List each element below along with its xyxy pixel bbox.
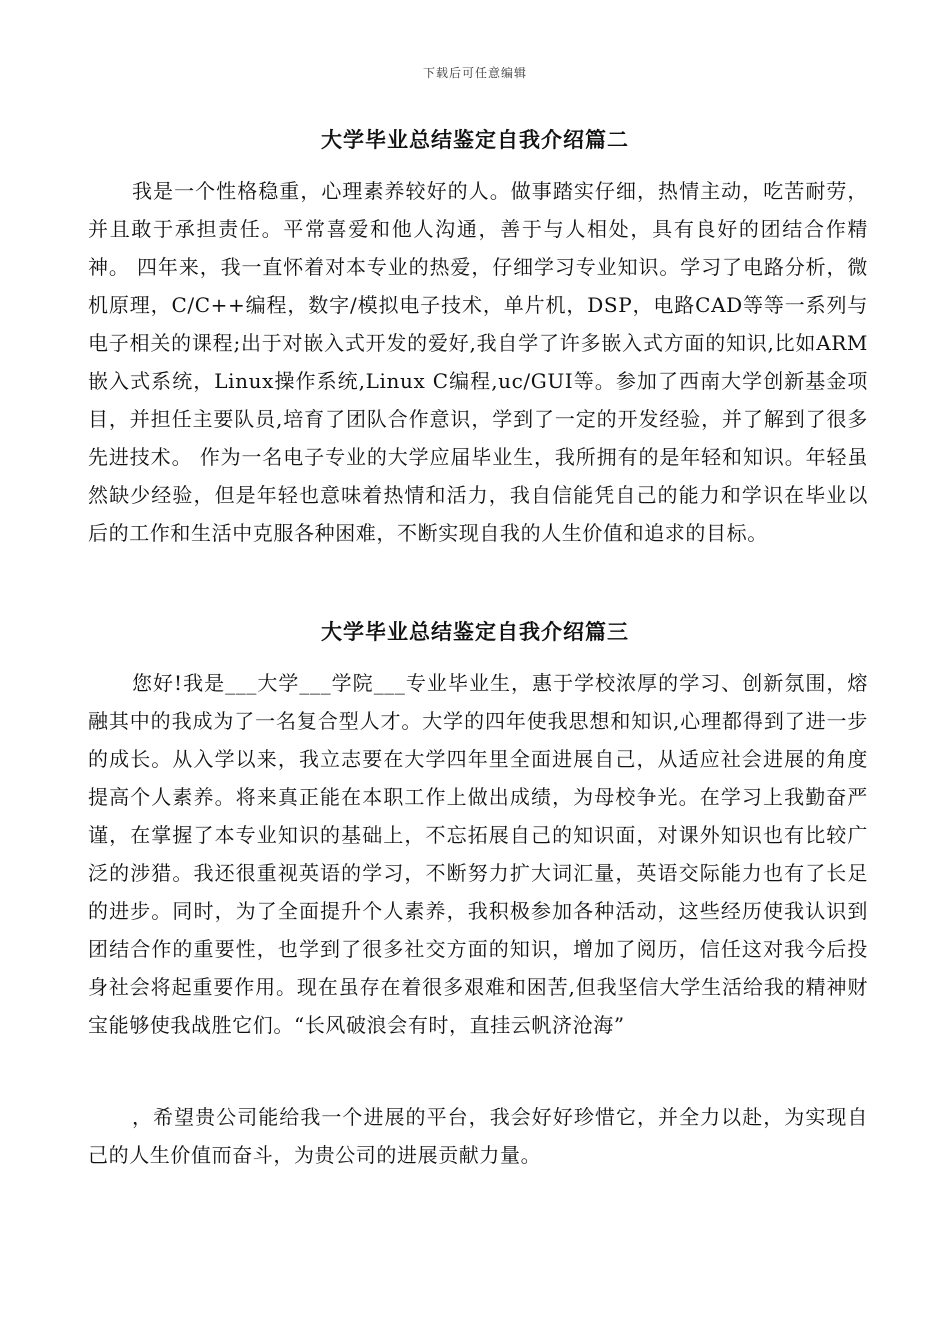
section-3-paragraph-2: ，希望贵公司能给我一个进展的平台，我会好好珍惜它，并全力以赴，为实现自己的人生价值而奋斗，为贵公司的进展贡献力量。 (88, 1105, 868, 1167)
section-2-paragraph: 我是一个性格稳重，心理素养较好的人。做事踏实仔细，热情主动，吃苦耐劳，并且敢于承担责任。平常喜爱和他人沟通，善于与人相处，具有良好的团结合作精神。 四年来，我一直怀着对本专业的热爱，仔细学习专业知识。学习了电路分析，微机原理，C/C++编程，数字/模拟电子技术，单片机，DSP，电路CAD等等一系列与电子相关的课程;出于对嵌入式开发的爱好,我自学了许多嵌入式方面的知识,比如ARM嵌入式系统，Linux操作系统,Linux C编程,uc/GUI等。参加了西南大学创新基金项目，并担任主要队员,培育了团队合作意识，学到了一定的开发经验，并了解到了很多先进技术。 作为一名电子专业的大学应届毕业生，我所拥有的是年轻和知识。年轻虽然缺少经验，但是年轻也意味着热情和活力，我自信能凭自己的能力和学识在毕业以后的工作和生活中克服各种困难，不断实现自我的人生价值和追求的目标。 (88, 179, 868, 545)
section-title-part-3: 大学毕业总结鉴定自我介绍篇三 (321, 619, 629, 644)
section-3-paragraph-1: 您好!我是___大学___学院___专业毕业生，惠于学校浓厚的学习、创新氛围，熔融其中的我成为了一名复合型人才。大学的四年使我思想和知识,心理都得到了进一步的成长。从入学以来，我立志要在大学四年里全面进展自己，从适应社会进展的角度提高个人素养。将来真正能在本职工作上做出成绩，为母校争光。在学习上我勤奋严谨，在掌握了本专业知识的基础上，不忘拓展自己的知识面，对课外知识也有比较广泛的涉猎。我还很重视英语的学习，不断努力扩大词汇量，英语交际能力也有了长足的进步。同时，为了全面提升个人素养，我积极参加各种活动，这些经历使我认识到团结合作的重要性，也学到了很多社交方面的知识，增加了阅历，信任这对我今后投身社会将起重要作用。现在虽存在着很多艰难和困苦,但我坚信大学生活给我的精神财宝能够使我战胜它们。“长风破浪会有时，直挂云帆济沧海” (88, 671, 868, 1037)
section-title-part-2: 大学毕业总结鉴定自我介绍篇二 (321, 127, 629, 152)
page-header-note: 下载后可任意编辑 (422, 66, 527, 80)
